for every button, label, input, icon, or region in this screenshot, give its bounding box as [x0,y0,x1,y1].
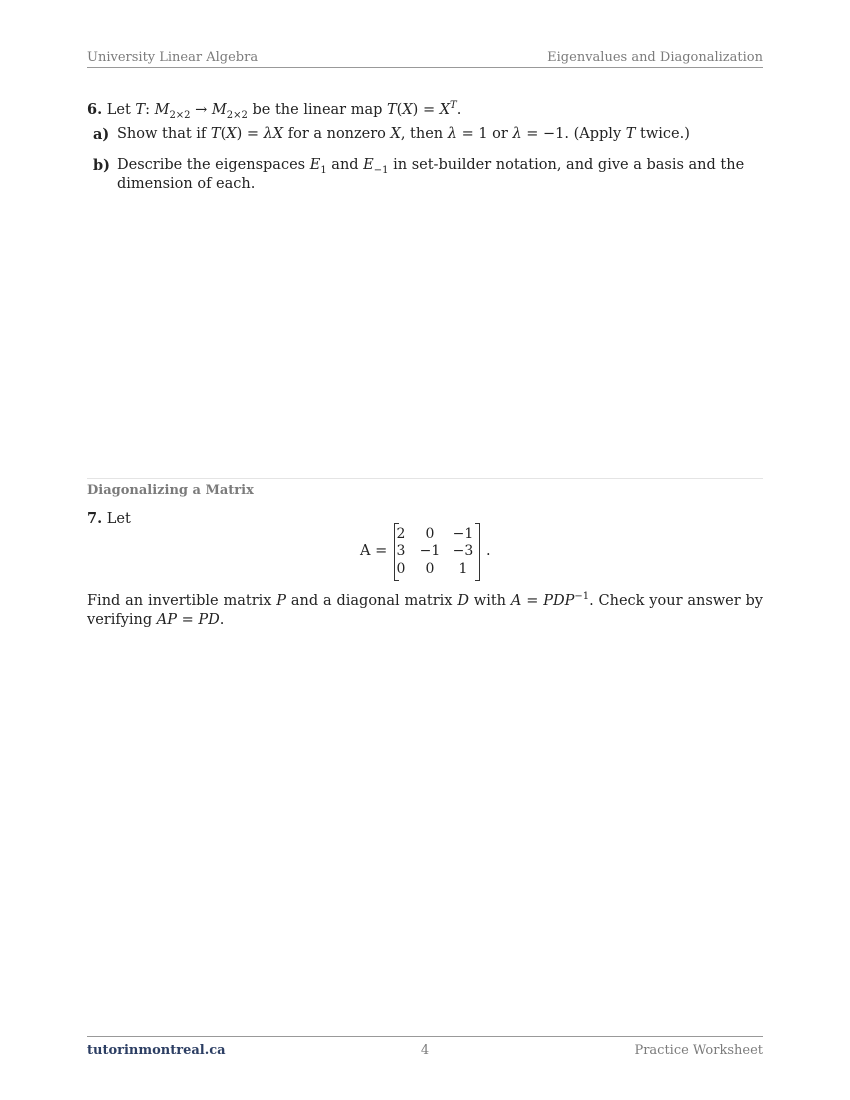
matrix-a [394,523,480,581]
matrix-cell: 0 [425,561,435,577]
page-number: 4 [420,1043,430,1058]
part-a-label: a) [93,126,110,143]
bracket-left-bottom [395,580,399,581]
question-7-text: Find an invertible matrix P and a diagonal matrix D with $A = PDP^{-1}$. Check your answer by verifying AP = PD. [87,591,764,628]
question-6-stem [87,100,763,120]
bracket-right-top [475,523,479,524]
footer-label: Practice Worksheet [634,1043,763,1058]
header-topic: Eigenvalues and Diagonalization [547,50,763,65]
matrix-cell: −3 [452,543,474,559]
part-b-text: Describe the eigenspaces $E_1$ and $E_{-1}$ in set-builder notation, and give a basis and the dimension of each. [117,157,745,192]
matrix-cell: −1 [452,526,474,542]
section-divider [87,478,763,479]
matrix-cell: 1 [458,561,468,577]
question-6-part-a [93,125,763,144]
matrix-cell: 3 [396,543,406,559]
question-7-body [87,592,763,630]
section-title: Diagonalizing a Matrix [87,483,254,498]
question-6-number: 6. [87,101,103,118]
part-a-text: Show that if T(X) = λX for a nonzero X, then λ = 1 or λ = −1. (Apply T twice.) [117,126,690,142]
matrix-cell: 0 [425,526,435,542]
bracket-right-bottom [475,580,479,581]
running-footer [87,1036,763,1058]
matrix-period: . [486,543,491,559]
header-course: University Linear Algebra [87,50,259,65]
matrix-lhs: A = [360,543,388,559]
matrix-cell: −1 [419,543,441,559]
question-7-number: 7. [87,510,103,527]
matrix-cell: 2 [396,526,406,542]
footer-site[interactable]: tutorinmontreal.ca [87,1043,226,1058]
running-header [87,50,763,68]
question-6-text: Let T: $M_{2\times 2} \to M_{2\times 2}$ be the linear map $T(X) = X^T$. [106,100,462,121]
question-6-part-b [93,156,763,194]
bracket-left-top [395,523,399,524]
matrix-cell: 0 [396,561,406,577]
part-b-label: b) [93,157,110,174]
question-7-lead: Let [106,511,131,527]
